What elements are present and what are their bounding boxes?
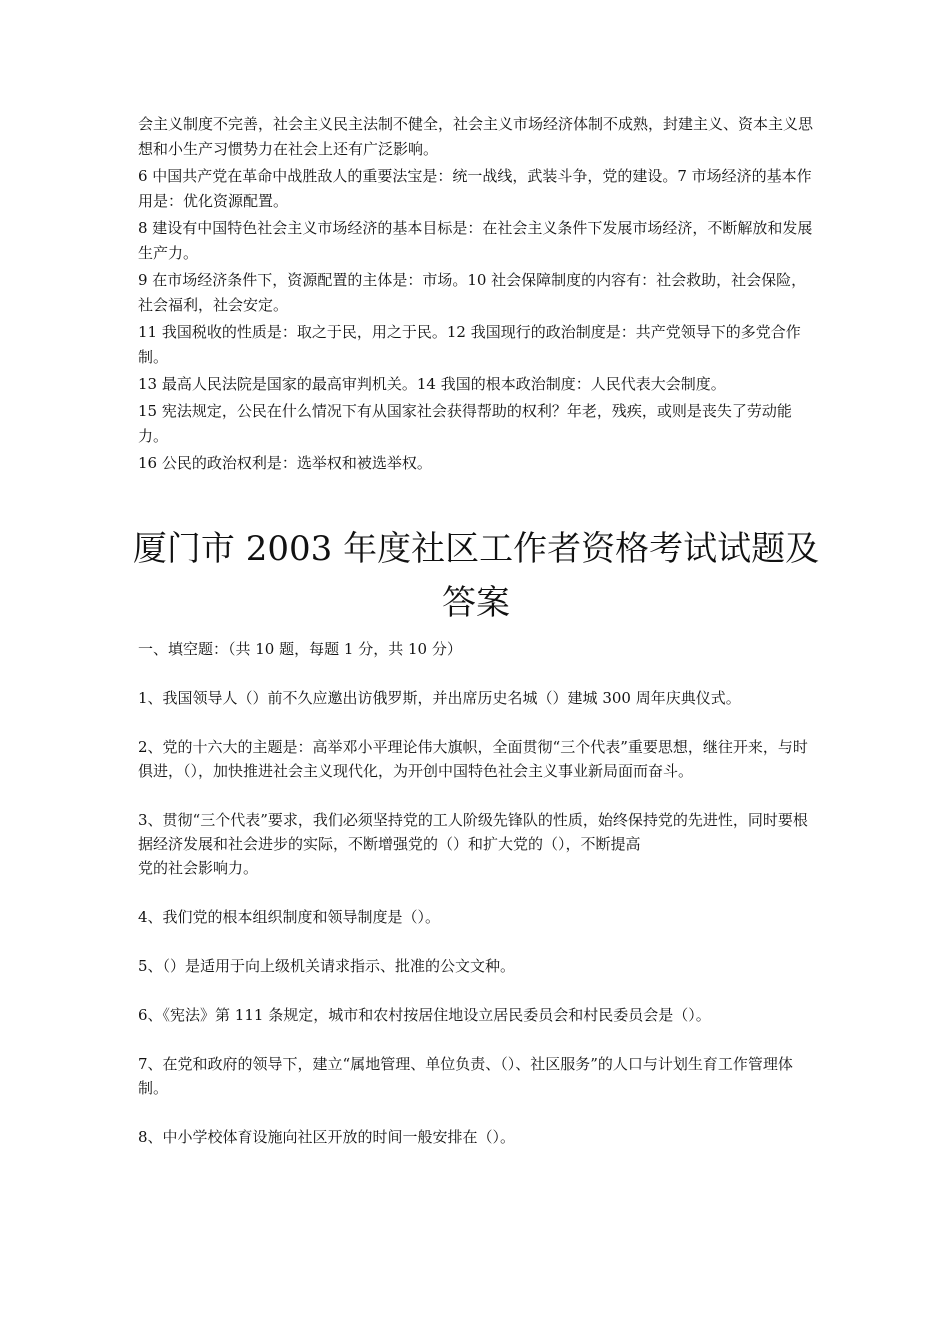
answer-paragraph: 会主义制度不完善，社会主义民主法制不健全，社会主义市场经济体制不成熟，封建主义、资本主义思想和小生产习惯势力在社会上还有广泛影响。 (138, 115, 814, 158)
answer-paragraph: 11 我国税收的性质是：取之于民，用之于民。12 我国现行的政治制度是：共产党领导下的多党合作制。 (138, 323, 801, 366)
question-item-continuation: 党的社会影响力。 (138, 859, 259, 877)
answer-paragraph: 8 建设有中国特色社会主义市场经济的基本目标是：在社会主义条件下发展市场经济，不断解放和发展生产力。 (138, 219, 813, 262)
answer-paragraph: 13 最高人民法院是国家的最高审判机关。14 我国的根本政治制度：人民代表大会制度。 (138, 375, 726, 393)
question-item: 5、（）是适用于向上级机关请求指示、批准的公文文种。 (138, 957, 516, 975)
question-item: 4、我们党的根本组织制度和领导制度是（）。 (138, 908, 441, 926)
answer-paragraph: 6 中国共产党在革命中战胜敌人的重要法宝是：统一战线，武装斗争，党的建设。7 市场经济的基本作用是：优化资源配置。 (138, 167, 812, 210)
question-item: 2、党的十六大的主题是：高举邓小平理论伟大旗帜，全面贯彻“三个代表”重要思想，继往开来，与时俱进，（），加快推进社会主义现代化，为开创中国特色社会主义事业新局面而奋斗。 (138, 738, 808, 780)
answer-paragraph: 15 宪法规定，公民在什么情况下有从国家社会获得帮助的权利？年老，残疾，或则是丧失了劳动能力。 (138, 402, 792, 445)
document-title: 厦门市 2003 年度社区工作者资格考试试题及答案 (132, 529, 820, 623)
question-item: 6、《宪法》第 111 条规定，城市和农村按居住地设立居民委员会和村民委员会是（）。 (138, 1006, 711, 1024)
question-item: 3、贯彻“三个代表”要求，我们必须坚持党的工人阶级先锋队的性质，始终保持党的先进性，同时要根据经济发展和社会进步的实际，不断增强党的（）和扩大党的（），不断提高 (138, 811, 808, 853)
answer-list (138, 112, 818, 478)
answer-paragraph: 9 在市场经济条件下，资源配置的主体是：市场。10 社会保障制度的内容有：社会救助，社会保险，社会福利，社会安定。 (138, 271, 807, 314)
question-list (138, 637, 818, 1174)
question-item: 1、我国领导人（）前不久应邀出访俄罗斯，并出席历史名城（）建城 300 周年庆典仪式。 (138, 689, 741, 707)
answer-paragraph: 16 公民的政治权利是：选举权和被选举权。 (138, 454, 432, 472)
question-item: 7、在党和政府的领导下，建立“属地管理、单位负责、（）、社区服务”的人口与计划生育工作管理体制。 (138, 1055, 793, 1097)
section-heading: 一、填空题：（共 10 题，每题 1 分，共 10 分） (138, 640, 462, 658)
question-item: 8、中小学校体育设施向社区开放的时间一般安排在（）。 (138, 1128, 516, 1146)
